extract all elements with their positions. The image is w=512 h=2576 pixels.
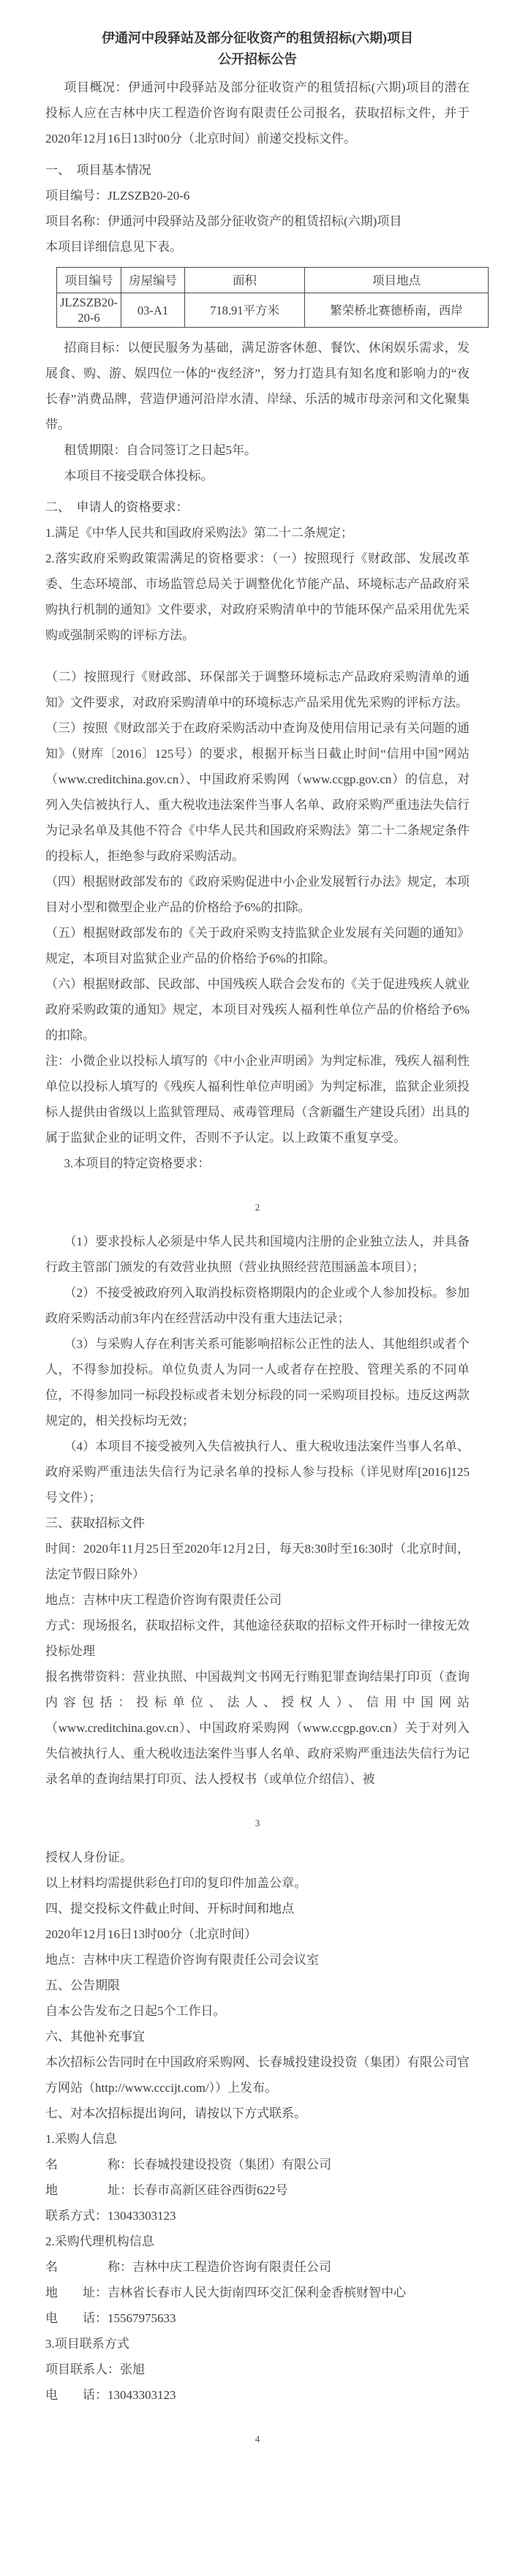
- paragraph: 电 话：13043303123: [45, 2388, 176, 2402]
- paragraph: 以上材料均需提供彩色打印的复印件加盖公章。: [45, 1876, 306, 1890]
- paragraph: 本次招标公告同时在中国政府采购网、长春城投建设投资（集团）有限公司官方网站（http://www.cccijt.com/））上发布。: [45, 2055, 470, 2095]
- project-info-table: [56, 267, 489, 328]
- document-title-line1: 伊通河中段驿站及部分征收资产的租赁招标(六期)项目: [102, 31, 413, 45]
- paragraph: 本项目不接受联合体投标。: [64, 469, 214, 483]
- paragraph: （四）根据财政部发布的《政府采购促进中小企业发展暂行办法》规定，本项目对小型和微型企业产品的价格给予6%的扣除。: [45, 875, 470, 914]
- paragraph: 3.项目联系方式: [45, 2337, 129, 2351]
- paragraph: 联系方式：13043303123: [45, 2209, 176, 2223]
- page-number: 3: [255, 1818, 260, 1829]
- paragraph: 1.采购人信息: [45, 2132, 117, 2146]
- paragraph: 1.满足《中华人民共和国政府采购法》第二十二条规定；: [45, 526, 353, 540]
- paragraph: 招商目标：以便民服务为基础，满足游客休憩、餐饮、休闲娱乐需求，发展食、购、游、娱四位一体的“夜经济”，努力打造具有知名度和影响力的“夜长春”消费品牌，营造伊通河沿岸水清、岸绿、乐活的城市母亲河和文化聚集带。: [45, 341, 470, 432]
- table-cell: JLZSZB20-20-6: [57, 293, 121, 328]
- paragraph: 地 址：吉林省长春市人民大街南四环交汇保利金香槟财智中心: [45, 2286, 406, 2300]
- document-body: [45, 75, 470, 2450]
- paragraph: 2.落实政府采购政策需满足的资格要求：（一）按照现行《财政部、发展改革委、生态环境部、市场监管总局关于调整优化节能产品、环境标志产品政府采购执行机制的通知》文件要求，对政府采购清单中的节能环保产品采用优先采购或强制采购的评标方法。: [45, 551, 470, 642]
- section-heading: 七、对本次招标提出询问，请按以下方式联系。: [45, 2106, 306, 2120]
- table-cell: 繁荣桥北赛德桥南，西岸: [305, 293, 489, 328]
- paragraph: 地 址：长春市高新区硅谷西街622号: [45, 2183, 288, 2197]
- section-heading: 二、 申请人的资格要求：: [45, 500, 189, 514]
- paragraph: 时间：2020年11月25日至2020年12月2日，每天8:30时至16:30时（北京时间，法定节假日除外）: [45, 1542, 470, 1581]
- paragraph: 项目联系人：张旭: [45, 2362, 145, 2376]
- table-header-cell: 项目编号: [57, 268, 121, 293]
- paragraph: 名 称：长春城投建设投资（集团）有限公司: [45, 2158, 331, 2172]
- page-number: 4: [255, 2433, 260, 2444]
- section-heading: 四、提交投标文件截止时间、开标时间和地点: [45, 1902, 294, 1916]
- paragraph: 本项目详细信息见下表。: [45, 240, 182, 254]
- paragraph: 名 称：吉林中庆工程造价咨询有限责任公司: [45, 2260, 331, 2274]
- table-header-cell: 房屋编号: [121, 268, 185, 293]
- paragraph: （3）与采购人存在利害关系可能影响招标公正性的法人、其他组织或者个人，不得参加投标。单位负责人为同一人或者存在控股、管理关系的不同单位，不得参加同一标段投标或者未划分标段的同一采购项目投标。违反这两款规定的，相关投标均无效；: [45, 1337, 470, 1428]
- page-number: 2: [255, 1202, 260, 1213]
- paragraph: 2020年12月16日13时00分（北京时间）: [45, 1927, 257, 1941]
- paragraph: 租赁期限：自合同签订之日起5年。: [64, 443, 257, 457]
- paragraph: 项目编号：JLZSZB20-20-6: [45, 189, 190, 203]
- document-title-line2: 公开招标公告: [218, 52, 297, 67]
- paragraph: 地点：吉林中庆工程造价咨询有限责任公司: [45, 1593, 282, 1607]
- paragraph: 2.采购代理机构信息: [45, 2234, 154, 2248]
- paragraph: （2）不接受被政府列入取消投标资格期限内的企业或个人参加投标。参加政府采购活动前3年内在经营活动中没有重大违法记录；: [45, 1286, 470, 1325]
- section-heading: 一、 项目基本情况: [45, 163, 151, 177]
- paragraph: （六）根据财政部、民政部、中国残疾人联合会发布的《关于促进残疾人就业政府采购政策的通知》规定，本项目对残疾人福利性单位产品的价格给予6%的扣除。: [45, 977, 470, 1042]
- paragraph: （三）按照《财政部关于在政府采购活动中查询及使用信用记录有关问题的通知》（财库〔2016〕125号）的要求，根据开标当日截止时间“信用中国”网站（www.creditchina.gov.cn）、中国政府采购网（www.ccgp.gov.cn）的信息，对列入失信被执行人、重大税收违法案件当事人名单、政府采购严重违法失信行为记录名单及其他不符合《中华人民共和国政府采购法》第二十二条规定条件的投标人，拒绝参与政府采购活动。: [45, 721, 470, 863]
- paragraph: （二）按照现行《财政部、环保部关于调整环境标志产品政府采购清单的通知》文件要求，对政府采购清单中的环境标志产品采用优先采购的评标方法。: [45, 670, 470, 709]
- section-heading: 三、获取招标文件: [45, 1516, 145, 1530]
- paragraph: 项目名称：伊通河中段驿站及部分征收资产的租赁招标(六期)项目: [45, 214, 402, 228]
- paragraph: 注：小微企业以投标人填写的《中小企业声明函》为判定标准，残疾人福利性单位以投标人填写的《残疾人福利性单位声明函》为判定标准，监狱企业须投标人提供由省级以上监狱管理局、戒毒管理局（含新疆生产建设兵团）出具的属于监狱企业的证明文件，否则不予认定。以上政策不重复享受。: [45, 1054, 470, 1145]
- paragraph: 自本公告发布之日起5个工作日。: [45, 2004, 226, 2018]
- paragraph: （1）要求投标人必须是中华人民共和国境内注册的企业独立法人，并具备行政主管部门颁发的有效营业执照（营业执照经营范围涵盖本项目）；: [45, 1235, 470, 1274]
- table-cell: 03-A1: [121, 293, 185, 328]
- paragraph: 地点：吉林中庆工程造价咨询有限责任公司会议室: [45, 1953, 319, 1967]
- paragraph: 方式：现场报名，获取招标文件，其他途径获取的招标文件开标时一律按无效投标处理: [45, 1619, 470, 1658]
- paragraph: 报名携带资料：营业执照、中国裁判文书网无行贿犯罪查询结果打印页（查询内容包括：投标单位、法人、授权人）、信用中国网站（www.creditchina.gov.cn）、中国政府采购网（www.ccgp.gov.cn）关于对列入失信被执行人、重大税收违法案件当事人名单、政府采购严重违法失信行为记录名单的查询结果打印页、法人授权书（或单位介绍信）、被: [45, 1670, 470, 1786]
- paragraph: （4）本项目不接受被列入失信被执行人、重大税收违法案件当事人名单、政府采购严重违法失信行为记录名单的投标人参与投标（详见财库[2016]125号文件）；: [45, 1439, 470, 1504]
- paragraph: 授权人身份证。: [45, 1850, 132, 1864]
- paragraph: 项目概况：伊通河中段驿站及部分征收资产的租赁招标(六期)项目的潜在投标人应在吉林中庆工程造价咨询有限责任公司报名，获取招标文件，并于2020年12月16日13时00分（北京时间）前递交投标文件。: [45, 80, 470, 146]
- section-heading: 五、公告期限: [45, 1978, 120, 1992]
- table-header-cell: 项目地点: [305, 268, 489, 293]
- section-heading: 六、其他补充事宜: [45, 2030, 145, 2044]
- paragraph: （五）根据财政部发布的《关于政府采购支持监狱企业发展有关问题的通知》规定，本项目对监狱企业产品的价格给予6%的扣除。: [45, 926, 470, 965]
- paragraph: 3.本项目的特定资格要求：: [64, 1156, 211, 1170]
- table-header-cell: 面积: [185, 268, 305, 293]
- table-cell: 718.91平方米: [185, 293, 305, 328]
- table-row: [57, 293, 489, 328]
- paragraph: 电 话：15567975633: [45, 2311, 176, 2325]
